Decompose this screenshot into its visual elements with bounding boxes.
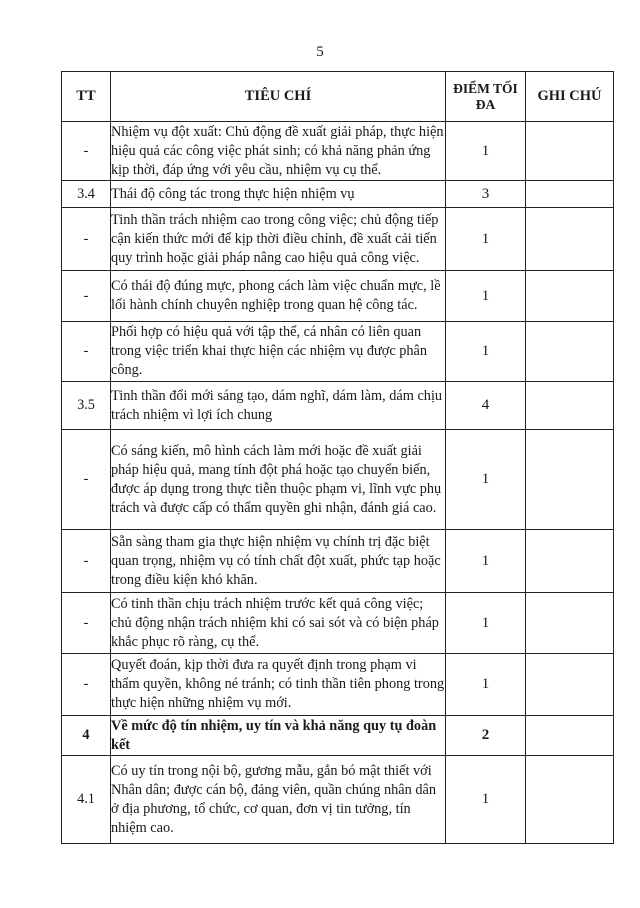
row-tieu-chi: Có uy tín trong nội bộ, gương mẫu, gắn bó mật thiết với Nhân dân; được cán bộ, đảng viên, quần chúng nhân dân ở địa phương, tổ chức, cơ quan, đơn vị tin tưởng, tín nhiệm cao.: [111, 756, 446, 844]
table-header-row: [62, 72, 614, 122]
table-row: [62, 181, 614, 208]
row-diem: 1: [446, 271, 526, 322]
row-tieu-chi: Có tinh thần chịu trách nhiệm trước kết quả công việc; chủ động nhận trách nhiệm khi có sai sót và có biện pháp khắc phục rõ ràng, cụ thể.: [111, 593, 446, 654]
row-tieu-chi: Nhiệm vụ đột xuất: Chủ động đề xuất giải pháp, thực hiện hiệu quả các công việc phát sinh; có khả năng phản ứng kịp thời, đáp ứng với yêu cầu, nhiệm vụ cụ thể.: [111, 122, 446, 181]
table-row: [62, 530, 614, 593]
row-tieu-chi: Có thái độ đúng mực, phong cách làm việc chuẩn mực, lề lối hành chính chuyên nghiệp trong quan hệ công tác.: [111, 271, 446, 322]
row-tt: -: [62, 208, 111, 271]
row-tieu-chi: Sẵn sàng tham gia thực hiện nhiệm vụ chính trị đặc biệt quan trọng, nhiệm vụ có tính chất đột xuất, phức tạp hoặc trong điều kiện khó khăn.: [111, 530, 446, 593]
row-ghi-chu: [526, 208, 614, 271]
row-tieu-chi: Phối hợp có hiệu quả với tập thể, cá nhân có liên quan trong việc triển khai thực hiện các nhiệm vụ được phân công.: [111, 322, 446, 382]
table-row: [62, 382, 614, 430]
row-diem: 1: [446, 122, 526, 181]
row-diem: 1: [446, 756, 526, 844]
row-tt: -: [62, 122, 111, 181]
table-row: [62, 271, 614, 322]
criteria-table: [61, 71, 614, 844]
row-tt: -: [62, 530, 111, 593]
table-row: [62, 208, 614, 271]
row-diem: 4: [446, 382, 526, 430]
table-row: [62, 756, 614, 844]
table-row: [62, 322, 614, 382]
row-ghi-chu: [526, 654, 614, 716]
row-diem: 1: [446, 208, 526, 271]
row-ghi-chu: [526, 382, 614, 430]
table-row: [62, 654, 614, 716]
row-tieu-chi: Tinh thần trách nhiệm cao trong công việc; chủ động tiếp cận kiến thức mới để kịp thời điều chỉnh, đề xuất cải tiến quy trình hoặc giải pháp nâng cao hiệu quả công việc.: [111, 208, 446, 271]
header-tt: TT: [62, 72, 111, 122]
row-ghi-chu: [526, 530, 614, 593]
row-tieu-chi: Có sáng kiến, mô hình cách làm mới hoặc đề xuất giải pháp hiệu quả, mang tính đột phá hoặc tạo chuyển biến, được áp dụng trong thực tiễn thuộc phạm vi, lĩnh vực phụ trách và được cấp có thẩm quyền ghi nhận, đánh giá cao.: [111, 430, 446, 530]
row-ghi-chu: [526, 593, 614, 654]
row-ghi-chu: [526, 756, 614, 844]
row-tt: -: [62, 593, 111, 654]
row-diem: 1: [446, 593, 526, 654]
row-tieu-chi: Quyết đoán, kịp thời đưa ra quyết định trong phạm vi thẩm quyền, không né tránh; có tinh thần tiên phong trong thực hiện những nhiệm vụ mới.: [111, 654, 446, 716]
row-ghi-chu: [526, 181, 614, 208]
row-diem: 1: [446, 430, 526, 530]
row-tt: 4.1: [62, 756, 111, 844]
row-ghi-chu: [526, 430, 614, 530]
row-tt: 4: [62, 716, 111, 756]
row-diem: 3: [446, 181, 526, 208]
row-ghi-chu: [526, 122, 614, 181]
row-tt: -: [62, 654, 111, 716]
header-tieu-chi: TIÊU CHÍ: [111, 72, 446, 122]
row-tt: 3.5: [62, 382, 111, 430]
row-tt: 3.4: [62, 181, 111, 208]
table-row: [62, 430, 614, 530]
header-diem-toi-da: ĐIỂM TỐI ĐA: [446, 72, 526, 122]
row-ghi-chu: [526, 716, 614, 756]
table-row-section: [62, 716, 614, 756]
row-diem: 1: [446, 322, 526, 382]
table-row: [62, 122, 614, 181]
row-tieu-chi: Về mức độ tín nhiệm, uy tín và khả năng quy tụ đoàn kết: [111, 716, 446, 756]
row-ghi-chu: [526, 271, 614, 322]
row-diem: 2: [446, 716, 526, 756]
row-ghi-chu: [526, 322, 614, 382]
row-tieu-chi: Tinh thần đổi mới sáng tạo, dám nghĩ, dám làm, dám chịu trách nhiệm vì lợi ích chung: [111, 382, 446, 430]
table-row: [62, 593, 614, 654]
row-tt: -: [62, 271, 111, 322]
row-diem: 1: [446, 530, 526, 593]
row-tt: -: [62, 430, 111, 530]
row-tieu-chi: Thái độ công tác trong thực hiện nhiệm vụ: [111, 181, 446, 208]
header-ghi-chu: GHI CHÚ: [526, 72, 614, 122]
row-diem: 1: [446, 654, 526, 716]
row-tt: -: [62, 322, 111, 382]
page-number: 5: [316, 44, 324, 60]
